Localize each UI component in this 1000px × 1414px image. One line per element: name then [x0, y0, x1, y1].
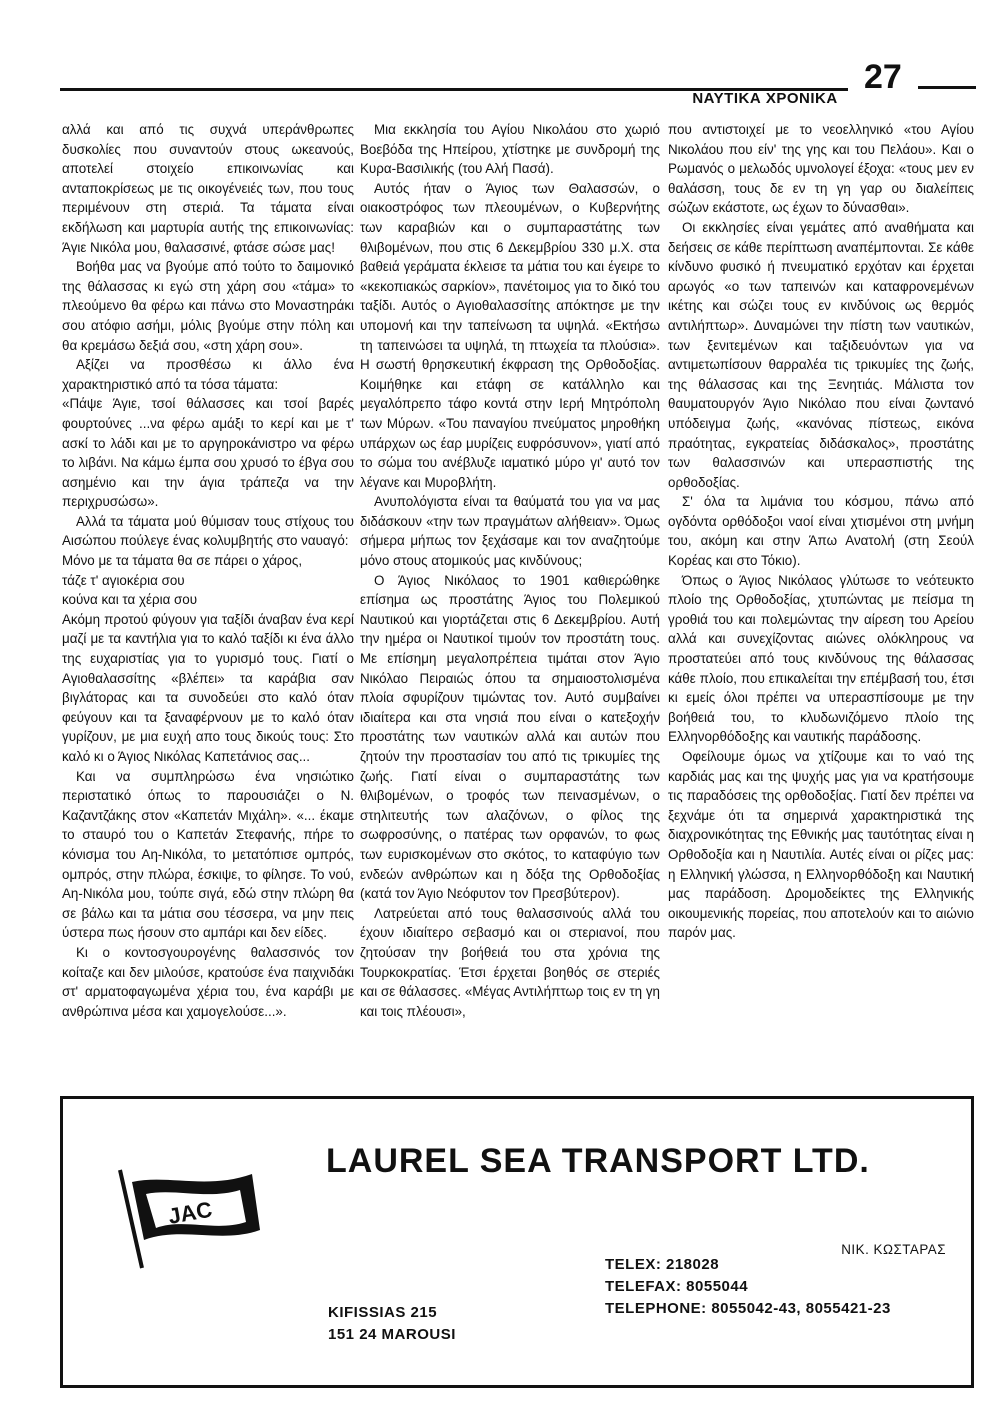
paragraph: αλλά και από τις συχνά υπεράνθρωπες δυσκολίες που συναντούν στους ωκεανούς, αποτελεί στοιχείο επικοινωνίας και ανταποκρίσεως με τις οικογένειές των, που τους περιμένουν στη στεριά. Τα τάματα είναι εκδήλωση και μαρτυρία αυτής της επικοινωνίας: Άγιε Νικόλα μου, θαλασσινέ, φτάσε σώσε μας! [62, 122, 354, 255]
paragraph: Αλλά τα τάματα μού θύμισαν τους στίχους του Αισώπου πούλεγε ένας κολυμβητής στο ναυαγό: [62, 513, 354, 549]
paragraph: Λατρεύεται από τους θαλασσινούς αλλά του έχουν ιδιαίτερο σεβασμό και οι στεριανοί, που ζητούσαν την βοήθειά του στα χρόνια της Τουρκοκρατίας. Έτσι έρχεται βοηθός σε στεριές και σε θάλασσες. «Μέγας Αντιλήπτωρ τοις εν τη γη και τοις πλέουσι», [360, 905, 660, 1019]
page-number: 27 [864, 58, 902, 96]
paragraph: Οι εκκλησίες είναι γεμάτες από αναθήματα και δεήσεις σε κάθε περίπτωση αναπέμπονται. Σε κάθε κίνδυνο φυσικό ή πνευματικό ερχόταν και έρχεται αρωγός «ο των ταπεινών και καταφρονεμένων ικέτης και σώζει τους εν κινδύνοις ως θερμός αντιλήπτωρ». Δυναμώνει την πίστη των ναυτικών, των ξενιτεμένων και ταξιδευόντων για να αντιμετωπίσουν θαρραλέα τις τρικυμίες της ζωής, της θάλασσας και της Ξενητιάς. Μάλιστα τον θαυματουργόν Άγιο Νικόλαο που είναι ζωντανό υπόδειγμα ζωής, «κανόνας πίστεως, εικόνα πραότητας, εγκρατείας διδάσκαλος», προστάτης των θαλασσινών και υπερασπιστής της ορθοδοξίας. [668, 219, 974, 490]
paragraph: Αυτός ήταν ο Άγιος των Θαλασσών, ο οιακοστρόφος των πλεουμένων, ο Κυβερνήτης των καραβιών και ο συμπαραστάτης των θλιβομένων, που στις 6 Δεκεμβρίου 330 μ.Χ. στα βαθειά γεράματα έκλεισε τα μάτια του και έγειρε το «κεκοπιακώς σαρκίον», πανέτοιμος για το δικό του ταξίδι. Αυτός ο Αγιοθαλασσίτης απόκτησε με την υπομονή και την ταπείνωση τα υψηλά. «Εκτήσω τη ταπεινώσει τα υψηλά, τη πτωχεία τα πλούσια». Η σωστή θρησκευτική έκφραση της Ορθοδοξίας. Κοιμήθηκε και ετάφη σε κατάλληλο και μεγαλόπρεπο τάφο κοντά στην Ιερή Μητρόπολη των Μύρων. «Του παναγίου πνεύματος μηροθήκη υπάρχων ως έαρ μυρίζεις ευφρόσυνον», γιατί από το σώμα του ανέβλυζε ιαματικό μύρο γι' αυτό τον λέγανε και Μυροβλήτη. [360, 180, 660, 490]
telefax-line: TELEFAX: 8055044 [605, 1278, 749, 1295]
publication-title: ΝΑΥΤΙΚΑ ΧΡΟΝΙΚΑ [692, 90, 838, 107]
logo-text: JAC [166, 1196, 214, 1229]
paragraph: που αντιστοιχεί με το νεοελληνικό «του Αγίου Νικολάου που είν' της γης και του Πελάου». Και ο Ρωμανός ο μελωδός υμνολογεί έξοχα: «τους μεν εν θαλάσση, τους δε εν τη γη γαρ ου διαλείπεις σώζων εκάστοτε, ως έχων το δύνασθαι». [668, 122, 974, 216]
paragraph: Μια εκκλησία του Αγίου Νικολάου στο χωριό Βοεβόδα της Ηπείρου, χτίστηκε με συνδρομή της Κυρα-Βασιλικής (του Αλή Πασά). [360, 122, 660, 177]
jac-flag-logo-icon [112, 1160, 262, 1270]
verse-line: κούνα και τα χέρια σου [62, 592, 198, 608]
paragraph: Ο Άγιος Νικόλαος το 1901 καθιερώθηκε επίσημα ως προστάτης Άγιος του Πολεμικού Ναυτικού και γιορτάζεται στις 6 Δεκεμβρίου. Αυτή την ημέρα οι Ναυτικοί τιμούν τον προστάτη τους. Με επίσημη μεγαλοπρέπεια τιμάται στον Άγιο Νικόλαο Πειραιώς όπου τα σημαιοστολισμένα πλοία σφυρίζουν τιμώντας τον. Αυτό συμβαίνει ιδιαίτερα και στα νησιά που είναι ο κατεξοχήν προστάτης των ναυτικών αλλά και αυτών που ζητούν την προστασίαν του από τις τρικυμίες της ζωής. Γιατί είναι ο συμπαραστάτης των θλιβομένων, ο τροφός των πεινασμένων, ο στηλιτευτής των αλαζόνων, ο φίλος της σωφροσύνης, ο πατέρας των ορφανών, το φως των ευρισκομένων στο σκότος, το καταφύγιο των ενδεών ανθρώπων και η δόξα της Ορθοδοξίας (κατά τον Άγιο Νεόφυτον τον Πρεσβύτερον). [360, 572, 660, 902]
address-line: 151 24 MAROUSI [328, 1326, 456, 1343]
article-column-3 [668, 120, 974, 943]
ad-company-name: LAUREL SEA TRANSPORT LTD. [326, 1142, 870, 1180]
article-column-2 [360, 120, 660, 1021]
telephone-line: TELEPHONE: 8055042-43, 8055421-23 [605, 1300, 891, 1317]
author-signature: ΝΙΚ. ΚΩΣΤΑΡΑΣ [841, 1242, 946, 1257]
article-column-1 [62, 120, 354, 1021]
ad-address [328, 1302, 456, 1346]
paragraph: Σ' όλα τα λιμάνια του κόσμου, πάνω από ογδόντα ορθόδοξοι ναοί είναι χτισμένοι στη μνήμη του, ακόμη και στην Άπω Ανατολή (στη Σεούλ Κορέας και στο Τόκιο). [668, 494, 974, 569]
paragraph: Οφείλουμε όμως να χτίζουμε και το ναό της καρδιάς μας και της ψυχής μας για να κρατήσουμε τις παραδόσεις της ορθοδοξίας. Γιατί δεν πρέπει να ξεχνάμε ότι τα σημερινά χαρακτηριστικά της διαχρονικότητας της Εθνικής μας ταυτότητας είναι η Ορθοδοξία και η Ναυτιλία. Αυτές είναι οι ρίζες μας: η Ελληνική γλώσσα, η Ελληνορθόδοξη και Ναυτική μας παράδοση. Δρομοδείκτες της Ελληνικής οικουμενικής πορείας, που αποτελούν και το αιώνιο παρόν μας. [668, 749, 974, 941]
paragraph: Όπως ο Άγιος Νικόλαος γλύτωσε το νεότευκτο πλοίο της Ορθοδοξίας, χτυπώντας με πείσμα τη γροθιά του και πολεμώντας την αίρεση του Αρείου αλλά και συνεχίζοντας αιώνες ολόκληρους να προστατεύει από τους κινδύνους της θάλασσας κάθε πλοίο, που επικαλείται την επέμβασή του, έτσι κι εμείς όλοι πρέπει να υπερασπίσουμε με την βοήθειά του, το κλυδωνιζόμενο πλοίο της Ελληνορθόδοξης και ναυτικής παράδοσης. [668, 572, 974, 745]
paragraph: Αξίζει να προσθέσω κι άλλο ένα χαρακτηριστικό από τα τόσα τάματα: [62, 357, 354, 392]
paragraph: «Πάψε Άγιε, τσοί θάλασσες και τσοί βαρές φουρτούνες ...να φέρω αμάξι το κερί και με τ' ασκί το λάδι και με το αργηροκάνιστρο να φέρω το λιβάνι. Να κάμω έμπα σου χρυσό το έβγα σου ασημένιο και την άγια τράπεζα να την περιχρυσώσω». [62, 396, 354, 510]
verse-line: Μόνο με τα τάματα θα σε πάρει ο χάρος, [62, 553, 303, 569]
paragraph: Βοήθα μας να βγούμε από τούτο το δαιμονικό της θάλασσας κι εγώ στη χάρη σου «τάμα» το πλεούμενο θα φέρω και πάνω στο Μοναστηράκι σου ατόφιο ασήμι, μόλις βγούμε στην πόλη και θα κρεμάσω δεξιά σου, «στη χάρη σου». [62, 259, 354, 353]
paragraph: Ανυπολόγιστα είναι τα θαύματά του για να μας διδάσκουν «την των πραγμάτων αλήθειαν». Όμως σήμερα μήπως τον ξεχάσαμε και τον αναζητούμε μόνο στους ατομικούς μας κινδύνους; [360, 494, 660, 569]
telex-line: TELEX: 218028 [605, 1256, 720, 1273]
verse-line: τάζε τ' αγιοκέρια σου [62, 572, 185, 588]
paragraph: Κι ο κοντοσγουρογένης θαλασσινός τον κοίταζε και δεν μιλούσε, κρατούσε ένα παιχνιδάκι στ' αρματοφαγωμένα χέρια του, ένα καράβι με ανθρώπινα μέσα και χαμογελούσε...». [62, 944, 354, 1019]
header-rule-right [918, 86, 976, 89]
paragraph: Ακόμη προτού φύγουν για ταξίδι άναβαν ένα κερί μαζί με τα καντήλια για το καλό ταξίδι κι ένα άλλο της ευχαριστίας για το γυρισμό τους. Γιατί ο Αγιοθαλασσίτης «βλέπει» τα καράβια σαν βιγλάτορας και τα συνοδεύει στο καλό όταν φεύγουν και τα ξαναφέρνουν με το καλό όταν γυρίζουν, με μια ευχή απο τους δικούς τους: Στο καλό κι ο Άγιος Νικόλας Καπετάνιος σας... [62, 611, 354, 764]
ad-contacts [605, 1254, 891, 1320]
address-line: KIFISSIAS 215 [328, 1304, 438, 1321]
paragraph: Και να συμπληρώσω ένα νησιώτικο περιστατικό όπως το παρουσιάζει ο Ν. Καζαντζάκης στον «Καπετάν Μιχάλη». «... έκαμε το σταυρό του ο Καπετάν Στεφανής, πήρε το κόνισμα του Αη-Νικόλα, το μετατόπισε ομπρός, ομπρός, στην πλώρα, έσκιψε, το φίλησε. Το νού, Αη-Νικόλα μου, τούπε σιγά, εδώ στην πλώρη θα σε βάλω και τα μάτια σου τέσσερα, να μην πεις ύστερα πως ήσουν στο αμπάρι και δεν είδες. [62, 768, 354, 941]
